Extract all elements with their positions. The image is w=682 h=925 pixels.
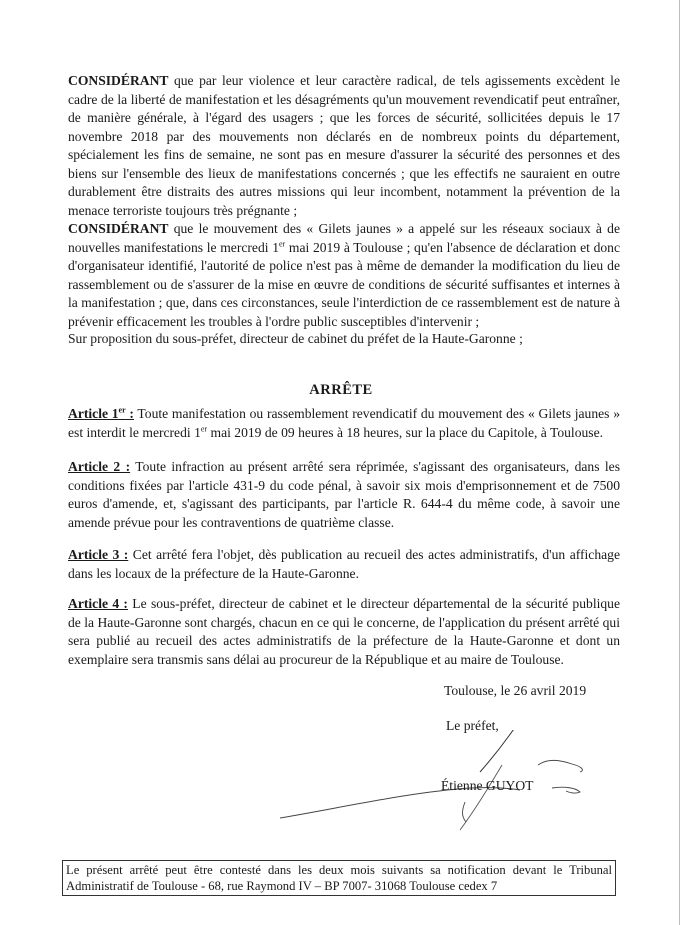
article-4-heading: Article 4 : <box>68 596 128 611</box>
ordinal-superscript: er <box>279 238 286 248</box>
article-4 <box>68 595 620 669</box>
signatory-role: Le préfet, <box>446 718 499 733</box>
considerant-lead: CONSIDÉRANT <box>68 73 169 88</box>
considerant-paragraph-1 <box>68 72 620 220</box>
article-2-heading: Article 2 : <box>68 459 131 474</box>
article-1 <box>68 405 620 442</box>
handwritten-signature <box>280 730 600 840</box>
article-3 <box>68 546 620 583</box>
considerant-lead: CONSIDÉRANT <box>68 221 169 236</box>
considerant-text: que le mouvement des « Gilets jaunes » a appelé sur les réseaux sociaux à de nouvelles manifestations le mercredi 1 <box>68 221 620 255</box>
article-3-text: Cet arrêté fera l'objet, dès publication au recueil des actes administratifs, d'un affichage dans les locaux de la préfecture de la Haute-Garonne. <box>68 547 621 581</box>
article-2 <box>68 458 620 532</box>
article-1-text-continued: mai 2019 de 09 heures à 18 heures, sur la place du Capitole, à Toulouse. <box>207 424 604 440</box>
decree-title: ARRÊTE <box>309 382 373 398</box>
considerant-text-continued: mai 2019 à Toulouse ; qu'en l'absence de déclaration et donc d'organisateur identifié, l'autorité de police n'est pas à même de demander la modification du lieu de rassemblement ou de s'assurer de la mise en œuvre de conditions de sécurité suffisantes et internes à la manifestation ; que, dans ces circonstances, seule l'interdiction de ce rassemblement est de nature à prévenir efficacement les troubles à l'ordre public susceptibles d'intervenir ; <box>68 239 620 329</box>
article-1-label: Article 1 <box>68 406 119 421</box>
article-2-text: Toute infraction au présent arrêté sera réprimée, s'agissant des organisateurs, dans les conditions fixées par l'article 431-9 du code pénal, à savoir six mois d'emprisonnement et de 7500 euros d'amende, et, s'agissant des participants, par l'article R. 644-4 du même code, à savoir une amende prévue pour les contraventions de quatrième classe. <box>68 459 620 530</box>
article-1-colon: : <box>125 406 134 421</box>
signatory-name: Étienne GUYOT <box>441 778 534 793</box>
considerant-text: que par leur violence et leur caractère radical, de tels agissements excèdent le cadre de la liberté de manifestation et les désagréments qu'un mouvement revendicatif peut entraîner, de manière générale, à l'égard des usagers ; que les forces de sécurité, sollicitées depuis le 17 novembre 2018 par des mouvements non déclarés en de nombreux points du département, spécialement les fins de semaine, ne sont pas en mesure d'assurer la sécurité des personnes et des biens sur l'ensemble des lieux de manifestations concernés ; que les effectifs ne sauraient en outre durablement être distraits des autres missions qui leur incombent, notamment la prévention de la menace terroriste toujours très prégnante ; <box>68 73 620 218</box>
considerant-paragraph-2 <box>68 220 620 331</box>
place-and-date: Toulouse, le 26 avril 2019 <box>444 683 587 698</box>
scan-edge-line <box>679 0 680 925</box>
appeal-notice-box: Le présent arrêté peut être contesté dans les deux mois suivants sa notification devant le Tribunal Administratif de Toulouse - 68, rue Raymond IV – BP 7007- 31068 Toulouse cedex 7 <box>62 860 616 896</box>
article-4-text: Le sous-préfet, directeur de cabinet et le directeur départemental de la sécurité publique de la Haute-Garonne sont chargés, chacun en ce qui le concerne, de l'application du présent arrêté qui sera publié au recueil des actes administratifs de la préfecture de la Haute-Garonne et dont un exemplaire sera transmis sans délai au procureur de la République et au maire de Toulouse. <box>68 596 620 667</box>
article-1-heading <box>68 406 134 421</box>
article-3-heading: Article 3 : <box>68 547 129 562</box>
ordinal-superscript: er <box>200 423 208 433</box>
article-1-text: Toute manifestation ou rassemblement revendicatif du mouvement des « Gilets jaunes » est interdit le mercredi 1 <box>68 406 620 440</box>
proposition-paragraph: Sur proposition du sous-préfet, directeur de cabinet du préfet de la Haute-Garonne ; <box>68 331 523 346</box>
ordinal-superscript: er <box>118 405 126 415</box>
